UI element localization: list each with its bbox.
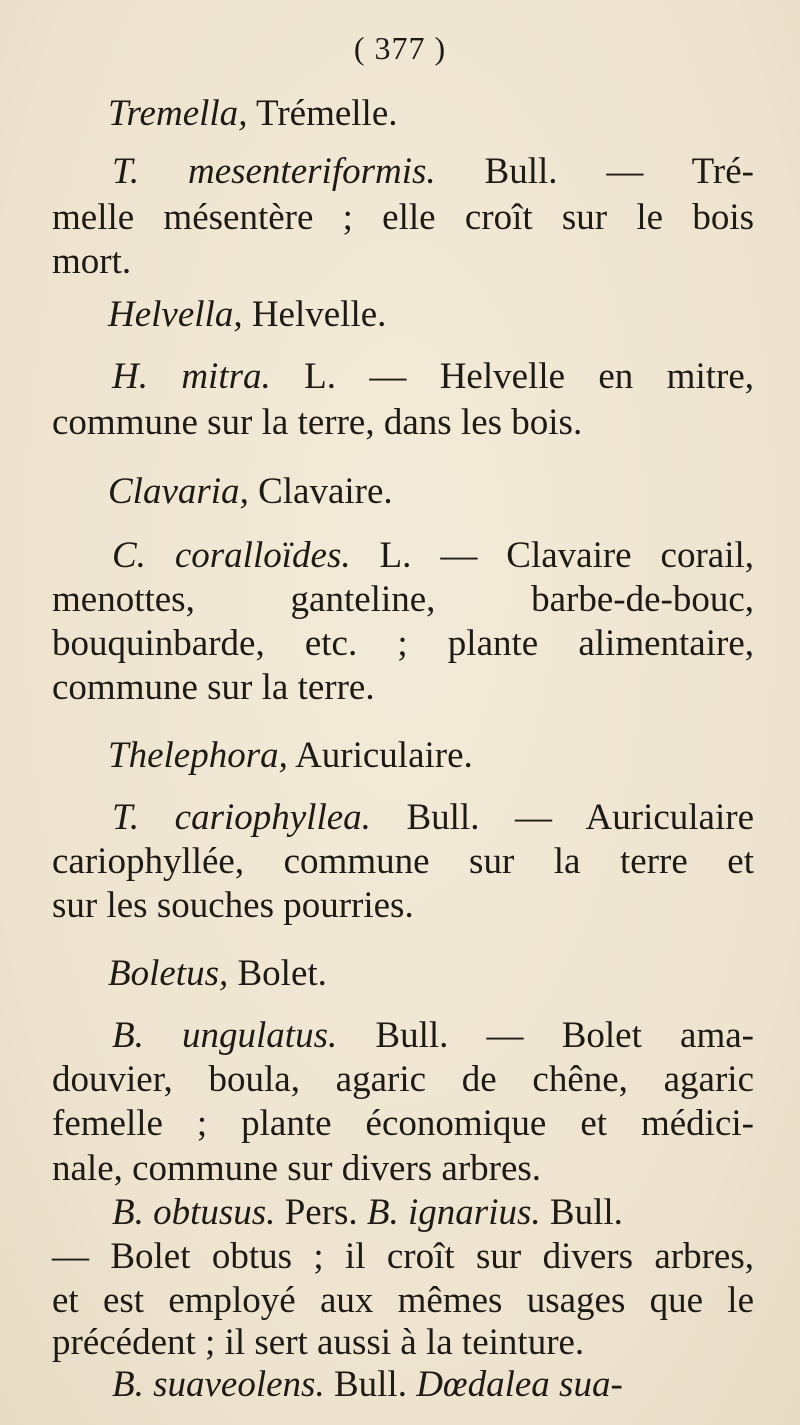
species-text: Bull. [324,1364,417,1405]
text-line: nale, commune sur divers arbres. [52,1148,542,1189]
genus-heading-boletus [108,951,800,997]
genus-french-name: Clavaire. [248,471,393,512]
heading-separator: , [218,953,229,994]
species-latin-name: T. mesenteriformis. [112,151,436,192]
genus-french-name: Helvelle. [242,294,387,335]
species-latin-name: Dœdalea sua- [416,1364,623,1405]
text-line: sur les souches pourries. [52,885,414,926]
genus-heading-helvella [108,292,800,338]
text-line: et est employé aux mêmes usages que le [52,1280,754,1321]
species-text: Bull. [540,1192,623,1233]
species-text: Bull. — Bolet ama- [337,1015,754,1056]
genus-french-name: Trémelle. [247,93,398,134]
species-latin-name: T. cariophyllea. [112,797,371,838]
species-latin-name: C. coralloïdes. [112,535,351,576]
genus-heading-thelephora [108,733,800,779]
species-text: Bull. — Tré- [435,151,754,192]
species-line [112,533,754,579]
species-latin-name: B. obtusus. [112,1192,276,1233]
species-latin-name: B. ignarius. [366,1192,541,1233]
text-line: douvier, boula, agaric de chêne, agaric [52,1059,754,1100]
species-line [112,1362,754,1408]
species-text: Bull. — Auriculaire [370,797,754,838]
text-line: bouquinbarde, etc. ; plante alimentaire, [52,623,754,664]
genus-heading-tremella [108,91,800,137]
species-line [112,149,754,195]
text-line: commune sur la terre, dans les bois. [52,402,583,443]
species-line [112,1013,754,1059]
text-line: cariophyllée, commune sur la terre et [52,841,754,882]
text-line: femelle ; plante économique et médici- [52,1103,754,1144]
species-latin-name: H. mitra. [112,356,271,397]
genus-latin-name: Helvella [108,294,234,335]
page-number: ( 377 ) [353,30,447,66]
heading-separator: , [238,93,248,134]
heading-separator: , [239,471,249,512]
text-line: précédent ; il sert aussi à la teinture. [52,1322,585,1363]
species-latin-name: B. suaveolens. [112,1364,325,1405]
species-line [112,354,754,400]
text-line: commune sur la terre. [52,667,375,708]
text-line: — Bolet obtus ; il croît sur divers arbres, [52,1236,754,1277]
text-line: menottes, ganteline, barbe-de-bouc, [52,579,754,620]
species-text: Pers. [275,1192,367,1233]
heading-separator: , [233,294,243,335]
genus-latin-name: Boletus [108,953,219,994]
species-line [112,1190,754,1236]
genus-french-name: Bolet. [228,953,327,994]
text-line: mort. [52,241,132,282]
genus-latin-name: Thelephora [108,735,279,776]
species-text: L. — Clavaire corail, [350,535,755,576]
heading-separator: , [278,735,288,776]
genus-heading-clavaria [108,469,800,515]
text-line: melle mésentère ; elle croît sur le bois [52,197,754,238]
species-latin-name: B. ungulatus. [112,1015,338,1056]
genus-french-name: Auriculaire. [287,735,473,776]
species-text: L. — Helvelle en mitre, [270,356,754,397]
species-line [112,795,754,841]
genus-latin-name: Tremella [108,93,239,134]
genus-latin-name: Clavaria [108,471,240,512]
